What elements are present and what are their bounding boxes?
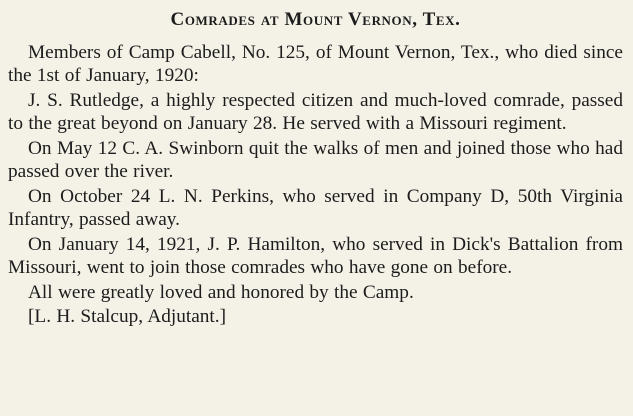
- paragraph-hamilton: On January 14, 1921, J. P. Hamilton, who served in Dick's Battalion from Missouri, went to join those comrades who have gone on before.: [8, 233, 623, 278]
- paragraph-perkins: On October 24 L. N. Perkins, who served in Company D, 50th Virginia Infantry, passed away.: [8, 185, 623, 230]
- signature-adjutant: [L. H. Stalcup, Adjutant.]: [28, 306, 227, 328]
- paragraph-rutledge: J. S. Rutledge, a highly respected citizen and much-loved comrade, passed to the great beyond on January 28. He served with a Missouri regiment.: [8, 89, 623, 135]
- paragraph-swinborn: On May 12 C. A. Swinborn quit the walks of men and joined those who had passed over the river.: [8, 137, 623, 183]
- paragraph-closing: All were greatly loved and honored by the Camp.: [28, 281, 414, 303]
- article-title: Comrades at Mount Vernon, Tex.: [170, 9, 461, 30]
- paragraph-intro: Members of Camp Cabell, No. 125, of Mount Vernon, Tex., who died since the 1st of January, 1920:: [8, 42, 623, 87]
